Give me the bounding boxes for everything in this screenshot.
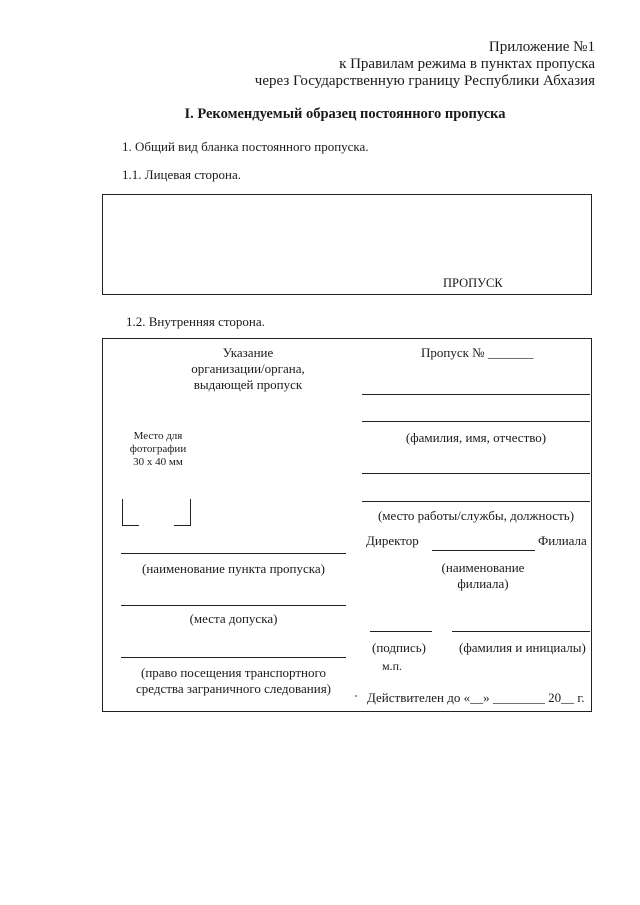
pass-front-label: ПРОПУСК (443, 276, 503, 290)
transport-line-2: средства заграничного следования) (135, 681, 332, 696)
branch-label: Филиала (538, 533, 587, 548)
signature-caption: (подпись) (372, 640, 426, 655)
director-underline (432, 550, 535, 551)
paragraph-general-view: 1. Общий вид бланка постоянного пропуска. (122, 139, 369, 154)
photo-corner-left (122, 499, 139, 526)
org-text (173, 345, 323, 393)
valid-until: Действителен до «__» ________ 20__ г. (367, 690, 585, 705)
photo-line-1: Место для (133, 430, 183, 442)
fio-line-2 (362, 421, 590, 422)
section-title: I. Рекомендуемый образец постоянного пропуска (184, 106, 506, 122)
pass-front-side (102, 194, 592, 295)
org-line-3: выдающей пропуск (193, 377, 303, 392)
access-caption: (места допуска) (189, 611, 278, 626)
margin-dot (355, 695, 357, 697)
photo-corner-right (174, 499, 191, 526)
checkpoint-caption: (наименование пункта пропуска) (142, 561, 325, 576)
access-underline (121, 605, 346, 606)
transport-line-1: (право посещения транспортного (140, 665, 327, 680)
work-line-2 (362, 501, 590, 502)
seal-label: м.п. (382, 659, 403, 673)
fio-line-1 (362, 394, 590, 395)
work-caption: (место работы/службы, должность) (377, 508, 575, 523)
branch-caption-line-2: филиала) (457, 576, 509, 591)
work-line-1 (362, 473, 590, 474)
transport-caption (121, 665, 346, 697)
branch-caption-line-1: (наименование (441, 560, 525, 575)
checkpoint-underline (121, 553, 346, 554)
paragraph-front-side: 1.1. Лицевая сторона. (122, 167, 241, 182)
fio-caption: (фамилия, имя, отчество) (405, 430, 547, 445)
photo-placeholder-text (113, 430, 203, 469)
org-line-2: организации/органа, (191, 361, 305, 376)
appendix-line-3: через Государственную границу Республики Абхазия (254, 73, 595, 89)
appendix-line-1: Приложение №1 (488, 39, 595, 55)
photo-line-3: 30 х 40 мм (133, 456, 183, 468)
director-label: Директор (366, 533, 419, 548)
transport-underline (121, 657, 346, 658)
appendix-line-2: к Правилам режима в пунктах пропуска (339, 56, 595, 72)
signature-line (370, 631, 432, 632)
pass-inner-side (102, 338, 592, 712)
branch-caption (413, 560, 553, 592)
pass-number: Пропуск № _______ (421, 345, 534, 360)
paragraph-inner-side: 1.2. Внутренняя сторона. (126, 314, 265, 329)
org-line-1: Указание (222, 345, 274, 360)
initials-line (452, 631, 590, 632)
photo-line-2: фотографии (129, 443, 187, 455)
initials-caption: (фамилия и инициалы) (459, 640, 586, 655)
